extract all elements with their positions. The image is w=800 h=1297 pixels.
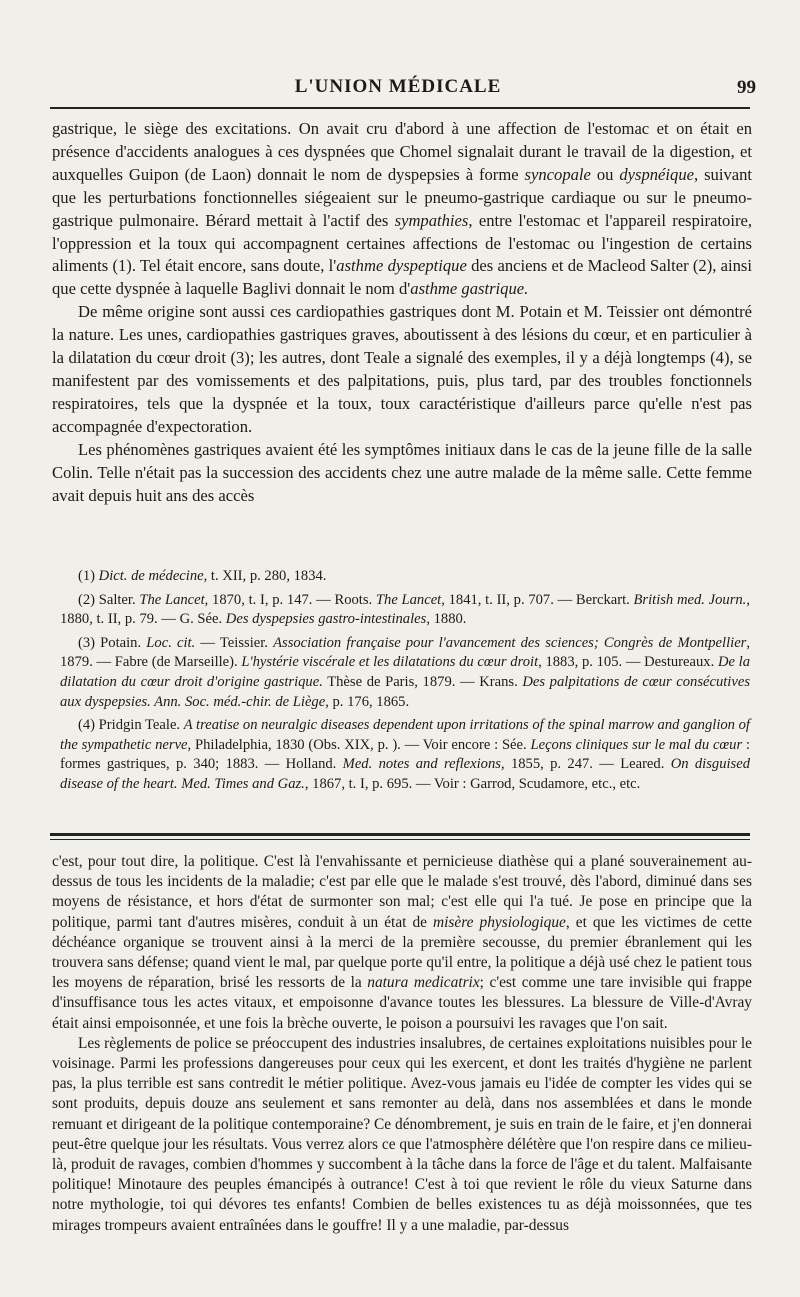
feuilleton-rule-top bbox=[50, 833, 750, 836]
paragraph: Les phénomènes gastriques avaient été les symptômes initiaux dans le cas de la jeune fille de la salle Colin. Telle n'était pas la succession des accidents chez une autre malade de la même salle. Cette femme avait depuis huit ans des accès bbox=[52, 439, 752, 505]
paragraph: gastrique, le siège des excitations. On avait cru d'abord à une affection de l'estomac et on était en présence d'accidents analogues à ces dyspnées que Chomel signalait durant le travail de la digestion, et auxquelles Guipon (de Laon) donnait le nom de dyspepsies à forme syncopale ou dyspnéique, suivant que les perturbations fonctionnelles siégeaient sur le pneumo-gastrique cardiaque ou sur le pneumo-gastrique pulmonaire. Bérard mettait à l'actif des sympathies, entre l'estomac et l'appareil respiratoire, l'oppression et la toux qui accompagnent certaines affections de l'estomac ou l'ingestion de certains aliments (1). Tel était encore, sans doute, l'asthme dyspeptique des anciens et de Macleod Salter (2), ainsi que cette dyspnée à laquelle Baglivi donnait le nom d'asthme gastrique. bbox=[52, 119, 753, 299]
footnotes bbox=[60, 567, 750, 799]
footnote: (1) Dict. de médecine, t. XII, p. 280, 1834. bbox=[78, 568, 327, 584]
paragraph: c'est, pour tout dire, la politique. C'est là l'envahissante et pernicieuse diathèse qui a plané souverainement au-dessus de tous les incidents de la maladie; c'est par elle que le malade s'est trouvé, dès l'abord, diminué dans ses moyens de résistance, et hors d'état de surmonter son mal; c'est elle qui l'a tué. Je pose en principe que la politique, parmi tant d'autres misères, conduit à un état de misère physiologique, et que les victimes de cette déchéance organique se trouvent ainsi à la merci de la première secousse, du premier ébranlement qui les trouvera sans défense; quand vient le mal, par quelque porte qu'il entre, la politique a déjà usé chez le patient tous les moyens de réparation, brisé les ressorts de la natura medicatrix; c'est comme une tare invisible qui frappe d'insuffisance tous les actes vitaux, et empoisonne d'avance toutes les blessures. La blessure de Ville-d'Avray était ainsi empoisonnée, et une fois la brèche ouverte, le poison a poursuivi les ravages que l'on sait. bbox=[52, 853, 753, 1032]
feuilleton-text bbox=[52, 852, 752, 1236]
page-number: 99 bbox=[737, 77, 756, 98]
footnote: (4) Pridgin Teale. A treatise on neuralgic diseases dependent upon irritations of the spinal marrow and ganglion of the sympathetic nerve, Philadelphia, 1830 (Obs. XIX, p. ). — Voir encore : Sée. Leçons cliniques sur le mal du cœur : formes gastriques, p. 340; 1883. — Holland. Med. notes and reflexions, 1855, p. 247. — Leared. On disguised disease of the heart. Med. Times and Gaz., 1867, t. I, p. 695. — Voir : Garrod, Scudamore, etc., etc. bbox=[60, 717, 751, 792]
paragraph: Les règlements de police se préoccupent des industries insalubres, de certaines exploitations nuisibles pour le voisinage. Parmi les professions dangereuses pour ceux qui les exercent, et dont les traités d'hygiène ne parlent pas, la plus terrible est sans contredit le métier politique. Avez-vous jamais eu l'idée de compter les vides qui se sont produits, depuis douze ans seulement et sans remonter au delà, dans nos assemblées et dans le monde remuant et dirigeant de la politique contemporaine? Ce dénombrement, je suis en train de le faire, et j'en donnerai peut-être quelque jour les résultats. Vous verrez alors ce que l'atmosphère délétère que l'on respire dans ce milieu-là, produit de ravages, combien d'hommes y succombent à la tâche dans la force de l'âge et du talent. Malfaisante politique! Minotaure des peuples émancipés à outrance! C'est à toi que revient le rôle du vieux Saturne dans notre mythologie, toi qui dévores tes enfants! Combien de belles existences tu as déjà moissonnées, que tes mirages trompeurs avaient entraînées dans le gouffre! Il y a une maladie, par-dessus bbox=[52, 1034, 752, 1234]
footnote: (2) Salter. The Lancet, 1870, t. I, p. 147. — Roots. The Lancet, 1841, t. II, p. 707. — Berckart. British med. Journ., 1880, t. II, p. 79. — G. Sée. Des dyspepsies gastro-intestinales, 1880. bbox=[60, 591, 750, 628]
header-rule bbox=[50, 107, 750, 109]
main-text bbox=[52, 118, 752, 507]
feuilleton-rule-bottom bbox=[50, 839, 750, 840]
footnote: (3) Potain. Loc. cit. — Teissier. Association française pour l'avancement des sciences; Congrès de Montpellier, 1879. — Fabre (de Marseille). L'hystérie viscérale et les dilatations du cœur droit, 1883, p. 105. — Destureaux. De la dilatation du cœur droit d'origine gastrique. Thèse de Paris, 1879. — Krans. Des palpitations de cœur consécutives aux dyspepsies. Ann. Soc. méd.-chir. de Liège, p. 176, 1865. bbox=[60, 634, 751, 710]
running-header bbox=[40, 76, 756, 106]
paragraph: De même origine sont aussi ces cardiopathies gastriques dont M. Potain et M. Teissier ont démontré la nature. Les unes, cardiopathies gastriques graves, aboutissent à des lésions du cœur, et en particulier à la dilatation du cœur droit (3); les autres, dont Teale a signalé des exemples, il y a déjà longtemps (4), se manifestent par des vomissements et des palpitations, puis, plus tard, par des troubles fonctionnels respiratoires, tels que la dyspnée et la toux, toux caractéristique d'ailleurs parce qu'elle n'est pas accompagnée d'expectoration. bbox=[52, 302, 752, 436]
journal-title: L'UNION MÉDICALE bbox=[294, 76, 502, 97]
